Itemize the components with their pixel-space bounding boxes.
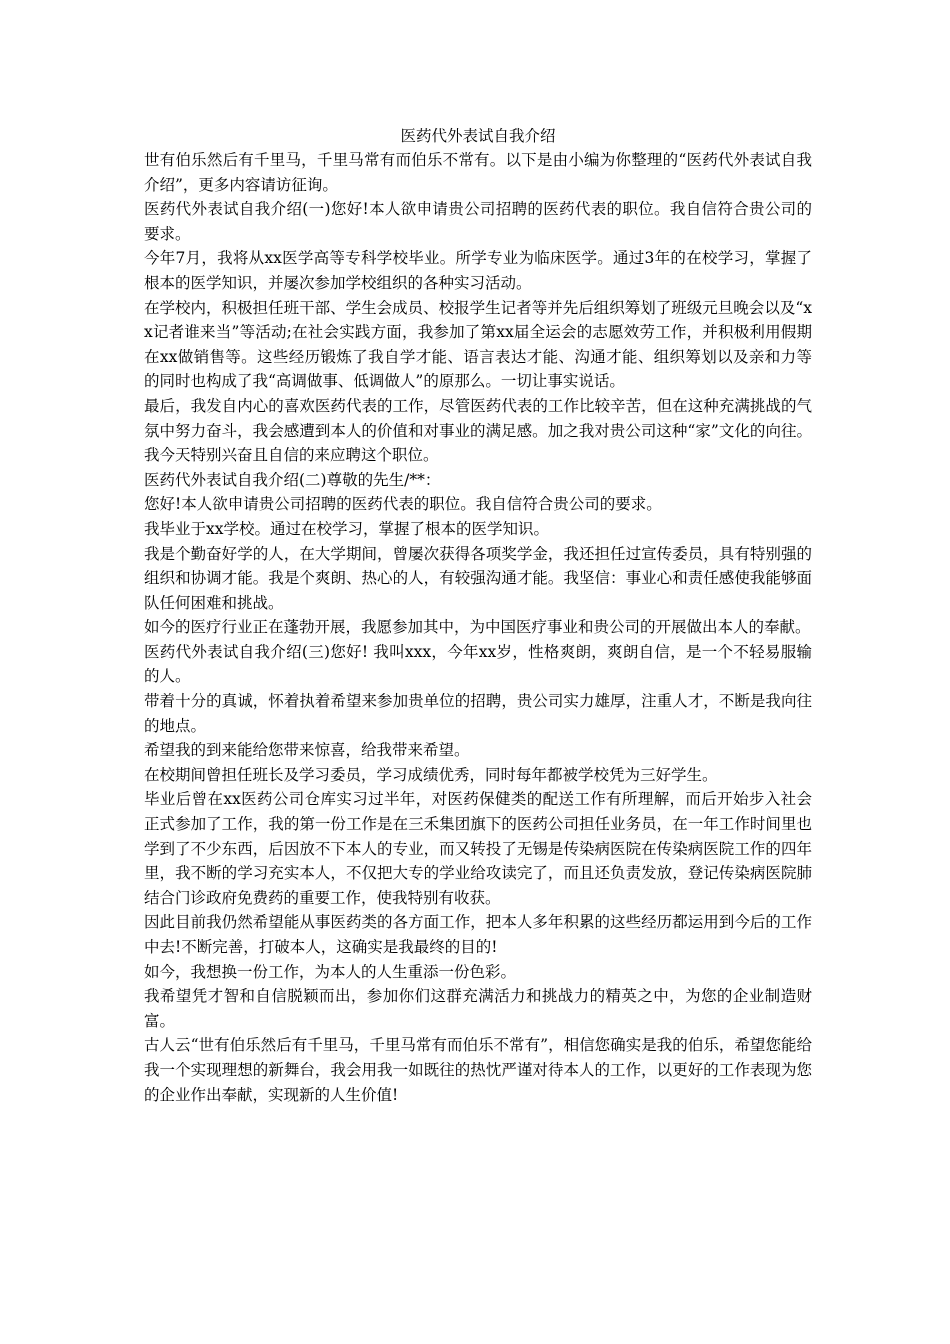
document-page [144,126,812,1107]
paragraph-sample-2-opening: 您好!本人欲申请贵公司招聘的医药代表的职位。我自信符合贵公司的要求。 [144,495,662,514]
paragraph-intro: 世有伯乐然后有千里马，千里马常有而伯乐不常有。以下是由小编为你整理的“医药代外表试自我介绍”，更多内容请访征询。 [144,151,812,194]
paragraph-sample-2-heading: 医药代外表试自我介绍(二)尊敬的先生/**： [144,470,441,489]
paragraph-sample-3-goal: 因此目前我仍然希望能从事医药类的各方面工作，把本人多年积累的这些经历都运用到今后的工作中去!不断完善，打破本人，这确实是我最终的目的! [144,913,812,956]
paragraph-sample-1-opening: 医药代外表试自我介绍(一)您好!本人欲申请贵公司招聘的医药代表的职位。我自信符合贵公司的要求。 [144,200,812,243]
paragraph-sample-1-activities: 在学校内，积极担任班干部、学生会成员、校报学生记者等并先后组织筹划了班级元旦晚会以及“xx记者谁来当”等活动;在社会实践方面，我参加了第xx届全运会的志愿效劳工作，并积极利用假期在xx做销售等。这些经历锻炼了我自学才能、语言表达才能、沟通才能、组织筹划以及亲和力等的同时也构成了我“高调做事、低调做人”的原那么。一切让事实说话。 [144,298,812,391]
paragraph-sample-3-wish: 我希望凭才智和自信脱颖而出，参加你们这群充满活力和挑战力的精英之中，为您的企业制造财富。 [144,987,812,1030]
paragraph-sample-3-experience: 毕业后曾在xx医药公司仓库实习过半年，对医药保健类的配送工作有所理解，而后开始步入社会正式参加了工作，我的第一份工作是在三禾集团旗下的医药公司担任业务员，在一年工作时间里也学到了不少东西，后因放不下本人的专业，而又转投了无锡是传染病医院在传染病医院工作的四年里，我不断的学习充实本人，不仅把大专的学业给攻读完了，而且还负责发放，登记传染病医院肺结合门诊政府免费药的重要工作，使我特别有收获。 [144,790,812,907]
paragraph-sample-3-change: 如今，我想换一份工作，为本人的人生重添一份色彩。 [144,962,517,981]
paragraph-sample-2-personality: 我是个勤奋好学的人，在大学期间，曾屡次获得各项奖学金，我还担任过宣传委员，具有特别强的组织和协调才能。我是个爽朗、热心的人，有较强沟通才能。我坚信：事业心和责任感使我能够面队任何困难和挑战。 [144,544,812,612]
paragraph-sample-1-education: 今年7月，我将从xx医学高等专科学校毕业。所学专业为临床医学。通过3年的在校学习，掌握了根本的医学知识，并屡次参加学校组织的各种实习活动。 [144,249,812,292]
paragraph-sample-3-opening: 医药代外表试自我介绍(三)您好! 我叫xxx，今年xx岁，性格爽朗，爽朗自信，是一个不轻易服输的人。 [144,642,812,686]
paragraph-sample-2-closing: 如今的医疗行业正在蓬勃开展，我愿参加其中，为中国医疗事业和贵公司的开展做出本人的奉献。 [144,618,811,637]
paragraph-sample-3-closing: 古人云“世有伯乐然后有千里马，千里马常有而伯乐不常有”，相信您确实是我的伯乐，希望您能给我一个实现理想的新舞台，我会用我一如既往的热忱严谨对待本人的工作，以更好的工作表现为您的企业作出奉献，实现新的人生价值! [144,1036,812,1104]
paragraph-sample-2-education: 我毕业于xx学校。通过在校学习，掌握了根本的医学知识。 [144,519,549,538]
paragraph-sample-3-school: 在校期间曾担任班长及学习委员，学习成绩优秀，同时每年都被学校凭为三好学生。 [144,765,718,784]
paragraph-sample-1-closing: 最后，我发自内心的喜欢医药代表的工作，尽管医药代表的工作比较辛苦，但在这种充满挑战的气氛中努力奋斗，我会感遭到本人的价值和对事业的满足感。加之我对贵公司这种“家”文化的向往。我今天特别兴奋且自信的来应聘这个职位。 [144,396,812,465]
document-title: 医药代外表试自我介绍 [400,127,556,145]
paragraph-sample-3-hope: 希望我的到来能给您带来惊喜，给我带来希望。 [144,741,470,760]
paragraph-sample-3-motivation: 带着十分的真诚，怀着执着希望来参加贵单位的招聘，贵公司实力雄厚，注重人才，不断是我向往的地点。 [144,692,812,735]
